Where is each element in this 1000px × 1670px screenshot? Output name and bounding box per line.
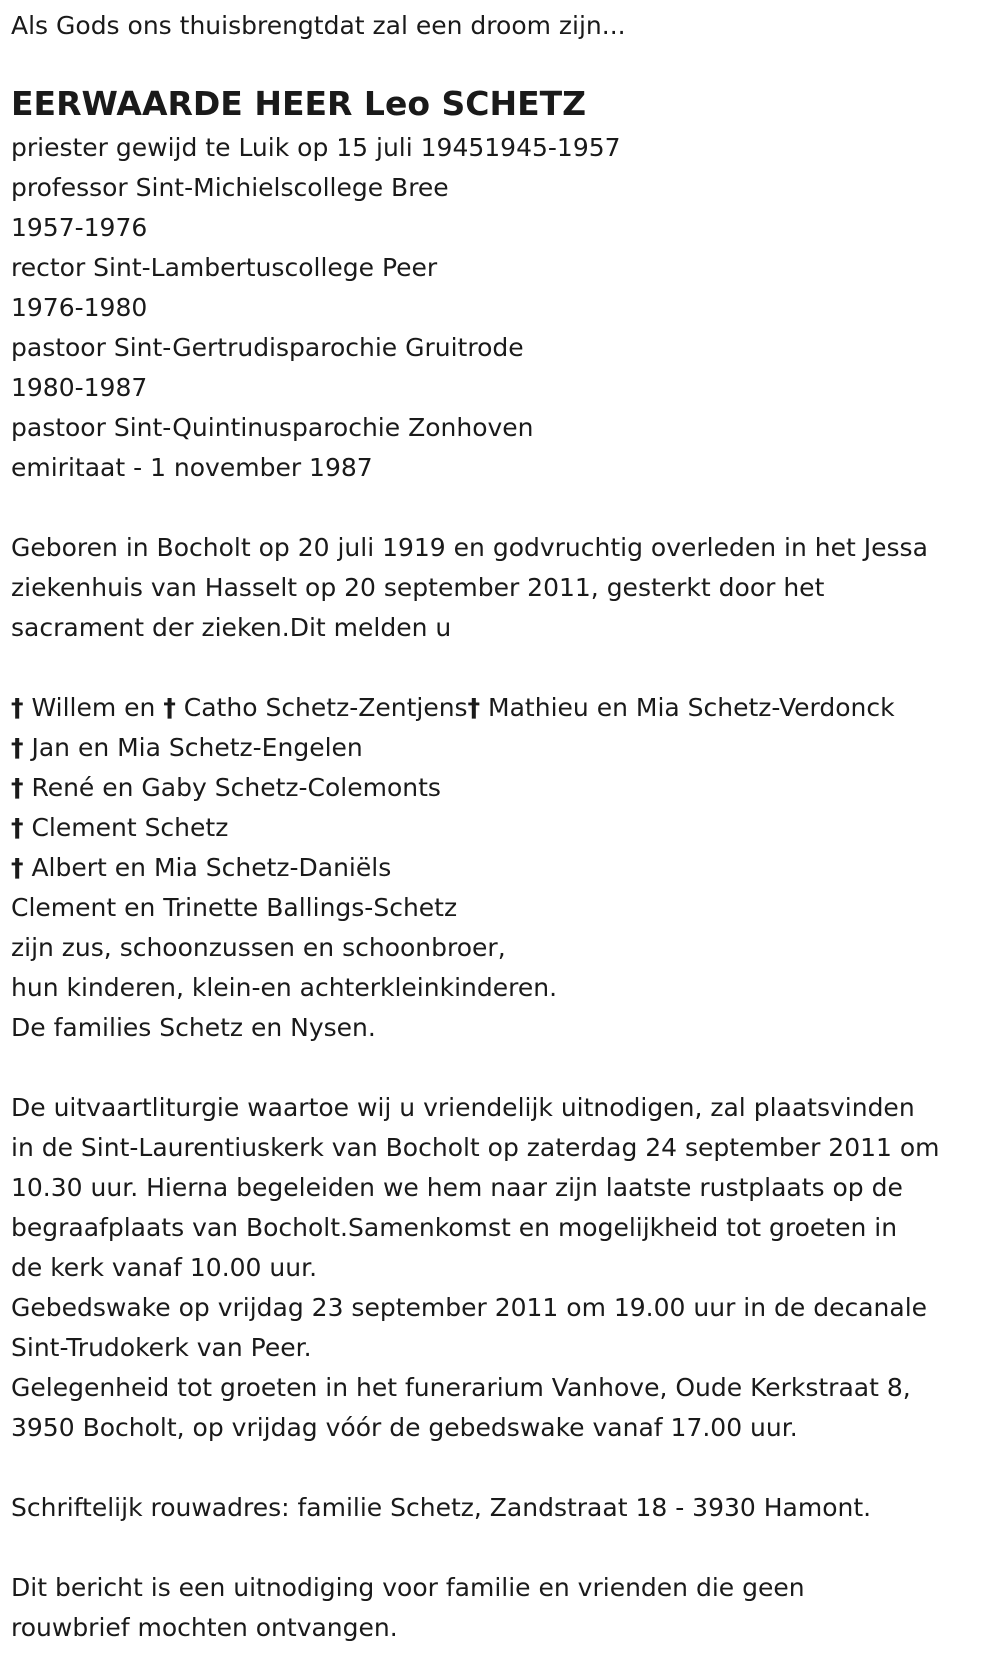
- closing-line: rouwbrief mochten ontvangen.: [11, 1613, 398, 1642]
- address-line: Schriftelijk rouwadres: familie Schetz, Zandstraat 18 - 3930 Hamont.: [11, 1493, 872, 1522]
- family-line: Clement en Trinette Ballings-Schetz: [11, 893, 458, 922]
- funeral-line: 10.30 uur. Hierna begeleiden we hem naar zijn laatste rustplaats op de: [11, 1173, 903, 1202]
- intro-verse: Als Gods ons thuisbrengtdat zal een droom zijn...: [11, 11, 626, 40]
- family-line-deceased: [11, 688, 1000, 728]
- family-line: hun kinderen, klein-en achterkleinkinderen.: [11, 973, 558, 1002]
- funeral-line: Gebedswake op vrijdag 23 september 2011 om 19.00 uur in de decanale: [11, 1293, 928, 1322]
- funeral-line: begraafplaats van Bocholt.Samenkomst en mogelijkheid tot groeten in: [11, 1213, 898, 1242]
- family-name: Clement Schetz: [31, 813, 229, 842]
- career-list: [11, 128, 1000, 488]
- family-line-deceased: [11, 768, 1000, 808]
- birth-line: ziekenhuis van Hasselt op 20 september 2011, gesterkt door het: [11, 573, 825, 602]
- cross-icon: †: [11, 813, 24, 842]
- career-line: pastoor Sint-Gertrudisparochie Gruitrode: [11, 333, 524, 362]
- closing-line: Dit bericht is een uitnodiging voor familie en vrienden die geen: [11, 1573, 805, 1602]
- career-line: professor Sint-Michielscollege Bree: [11, 173, 449, 202]
- family-line-deceased: [11, 848, 1000, 888]
- family-line: De families Schetz en Nysen.: [11, 1013, 376, 1042]
- funeral-line: 3950 Bocholt, op vrijdag vóór de gebedswake vanaf 17.00 uur.: [11, 1413, 798, 1442]
- family-name: Catho Schetz-Zentjens: [183, 693, 468, 722]
- family-name: Mathieu en Mia Schetz-Verdonck: [488, 693, 895, 722]
- career-line: rector Sint-Lambertuscollege Peer: [11, 253, 438, 282]
- funeral-line: in de Sint-Laurentiuskerk van Bocholt op zaterdag 24 september 2011 om: [11, 1133, 940, 1162]
- funeral-line: De uitvaartliturgie waartoe wij u vriendelijk uitnodigen, zal plaatsvinden: [11, 1093, 915, 1122]
- career-line: emiritaat - 1 november 1987: [11, 453, 373, 482]
- career-line: pastoor Sint-Quintinusparochie Zonhoven: [11, 413, 534, 442]
- family-line: zijn zus, schoonzussen en schoonbroer,: [11, 933, 506, 962]
- family-name: René en Gaby Schetz-Colemonts: [31, 773, 441, 802]
- funeral-details: [11, 1088, 1000, 1448]
- cross-icon: †: [467, 693, 481, 722]
- career-line: priester gewijd te Luik op 15 juli 19451945-1957: [11, 133, 621, 162]
- mourning-address: [11, 1488, 1000, 1528]
- birth-death-paragraph: [11, 528, 1000, 648]
- birth-line: Geboren in Bocholt op 20 juli 1919 en godvruchtig overleden in het Jessa: [11, 533, 928, 562]
- cross-icon: †: [11, 773, 24, 802]
- birth-line: sacrament der zieken.Dit melden u: [11, 613, 452, 642]
- career-line: 1957-1976: [11, 213, 148, 242]
- family-line-deceased: [11, 808, 1000, 848]
- closing-note: [11, 1568, 1000, 1648]
- funeral-line: Gelegenheid tot groeten in het funerarium Vanhove, Oude Kerkstraat 8,: [11, 1373, 911, 1402]
- family-line-deceased: [11, 728, 1000, 768]
- funeral-line: Sint-Trudokerk van Peer.: [11, 1333, 312, 1362]
- funeral-line: de kerk vanaf 10.00 uur.: [11, 1253, 318, 1282]
- family-name: Jan en Mia Schetz-Engelen: [31, 733, 363, 762]
- family-name: Willem en: [31, 693, 164, 722]
- family-name: Albert en Mia Schetz-Daniëls: [31, 853, 392, 882]
- career-line: 1976-1980: [11, 293, 148, 322]
- career-line: 1980-1987: [11, 373, 148, 402]
- cross-icon: †: [11, 733, 24, 762]
- deceased-title: EERWAARDE HEER Leo SCHETZ: [11, 84, 587, 123]
- family-list: [11, 688, 1000, 1048]
- cross-icon: †: [11, 693, 24, 722]
- cross-icon: †: [11, 853, 24, 882]
- cross-icon: †: [163, 693, 176, 722]
